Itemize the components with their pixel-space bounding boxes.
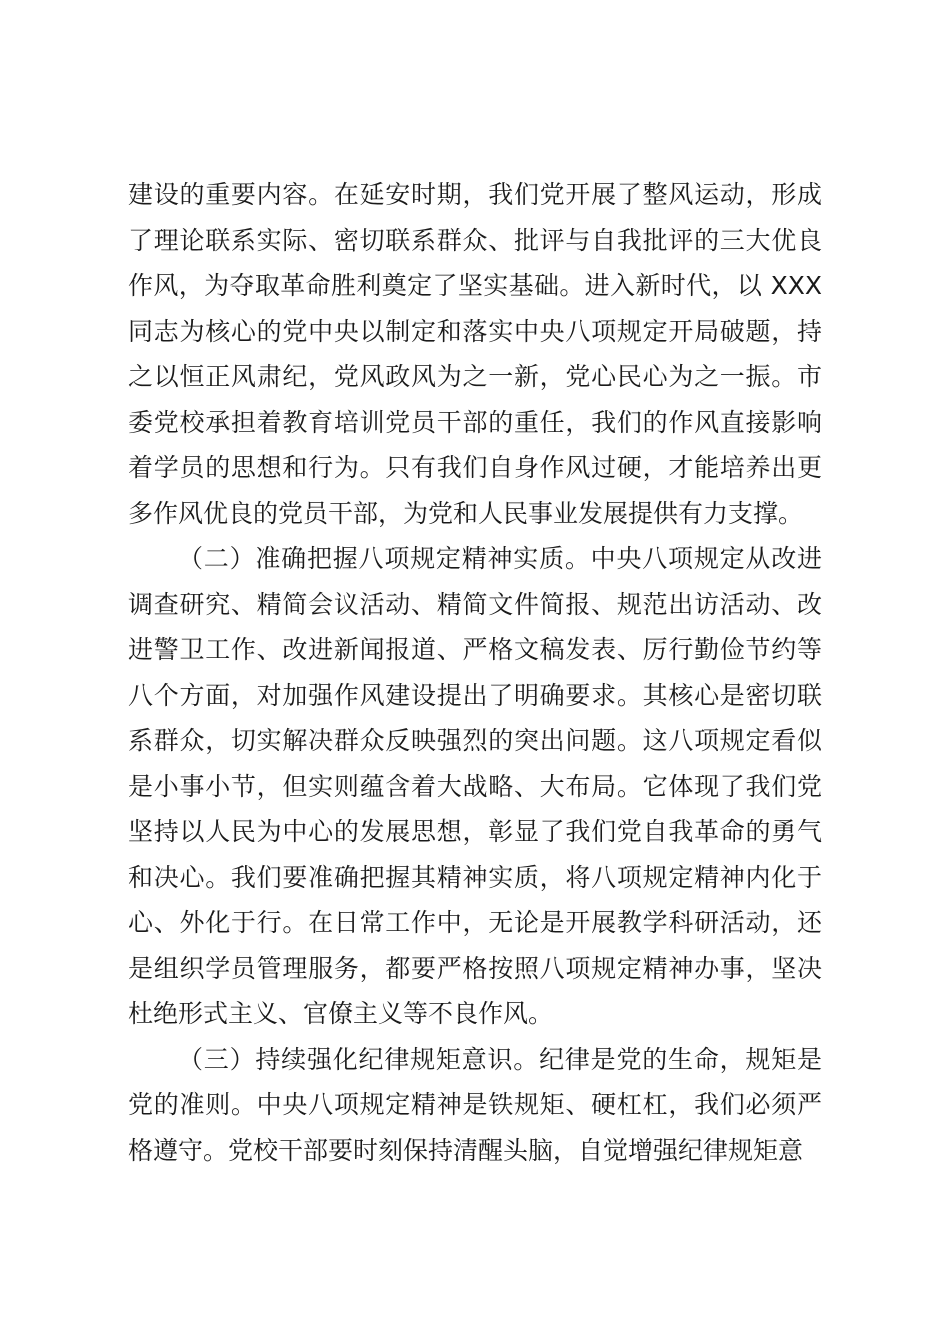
document-body	[128, 172, 822, 1173]
paragraph-section-three: （三）持续强化纪律规矩意识。纪律是党的生命，规矩是党的准则。中央八项规定精神是铁规矩、硬杠杠，我们必须严格遵守。党校干部要时刻保持清醒头脑，自觉增强纪律规矩意	[128, 1044, 822, 1165]
paragraph-section-two: （二）准确把握八项规定精神实质。中央八项规定从改进调查研究、精简会议活动、精简文件简报、规范出访活动、改进警卫工作、改进新闻报道、严格文稿发表、厉行勤俭节约等八个方面，对加强作风建设提出了明确要求。其核心是密切联系群众，切实解决群众反映强烈的突出问题。这八项规定看似是小事小节，但实则蕴含着大战略、大布局。它体现了我们党坚持以人民为中心的发展思想，彰显了我们党自我革命的勇气和决心。我们要准确把握其精神实质，将八项规定精神内化于心、外化于行。在日常工作中，无论是开展教学科研活动，还是组织学员管理服务，都要严格按照八项规定精神办事，坚决杜绝形式主义、官僚主义等不良作风。	[128, 544, 822, 1028]
paragraph-continuation: 建设的重要内容。在延安时期，我们党开展了整风运动，形成了理论联系实际、密切联系群众、批评与自我批评的三大优良作风，为夺取革命胜利奠定了坚实基础。进入新时代，以 XXX 同志为核心的党中央以制定和落实中央八项规定开局破题，持之以恒正风肃纪，党风政风为之一新，党心民心为之一振。市委党校承担着教育培训党员干部的重任，我们的作风直接影响着学员的思想和行为。只有我们自身作风过硬，才能培养出更多作风优良的党员干部，为党和人民事业发展提供有力支撑。	[128, 180, 822, 528]
